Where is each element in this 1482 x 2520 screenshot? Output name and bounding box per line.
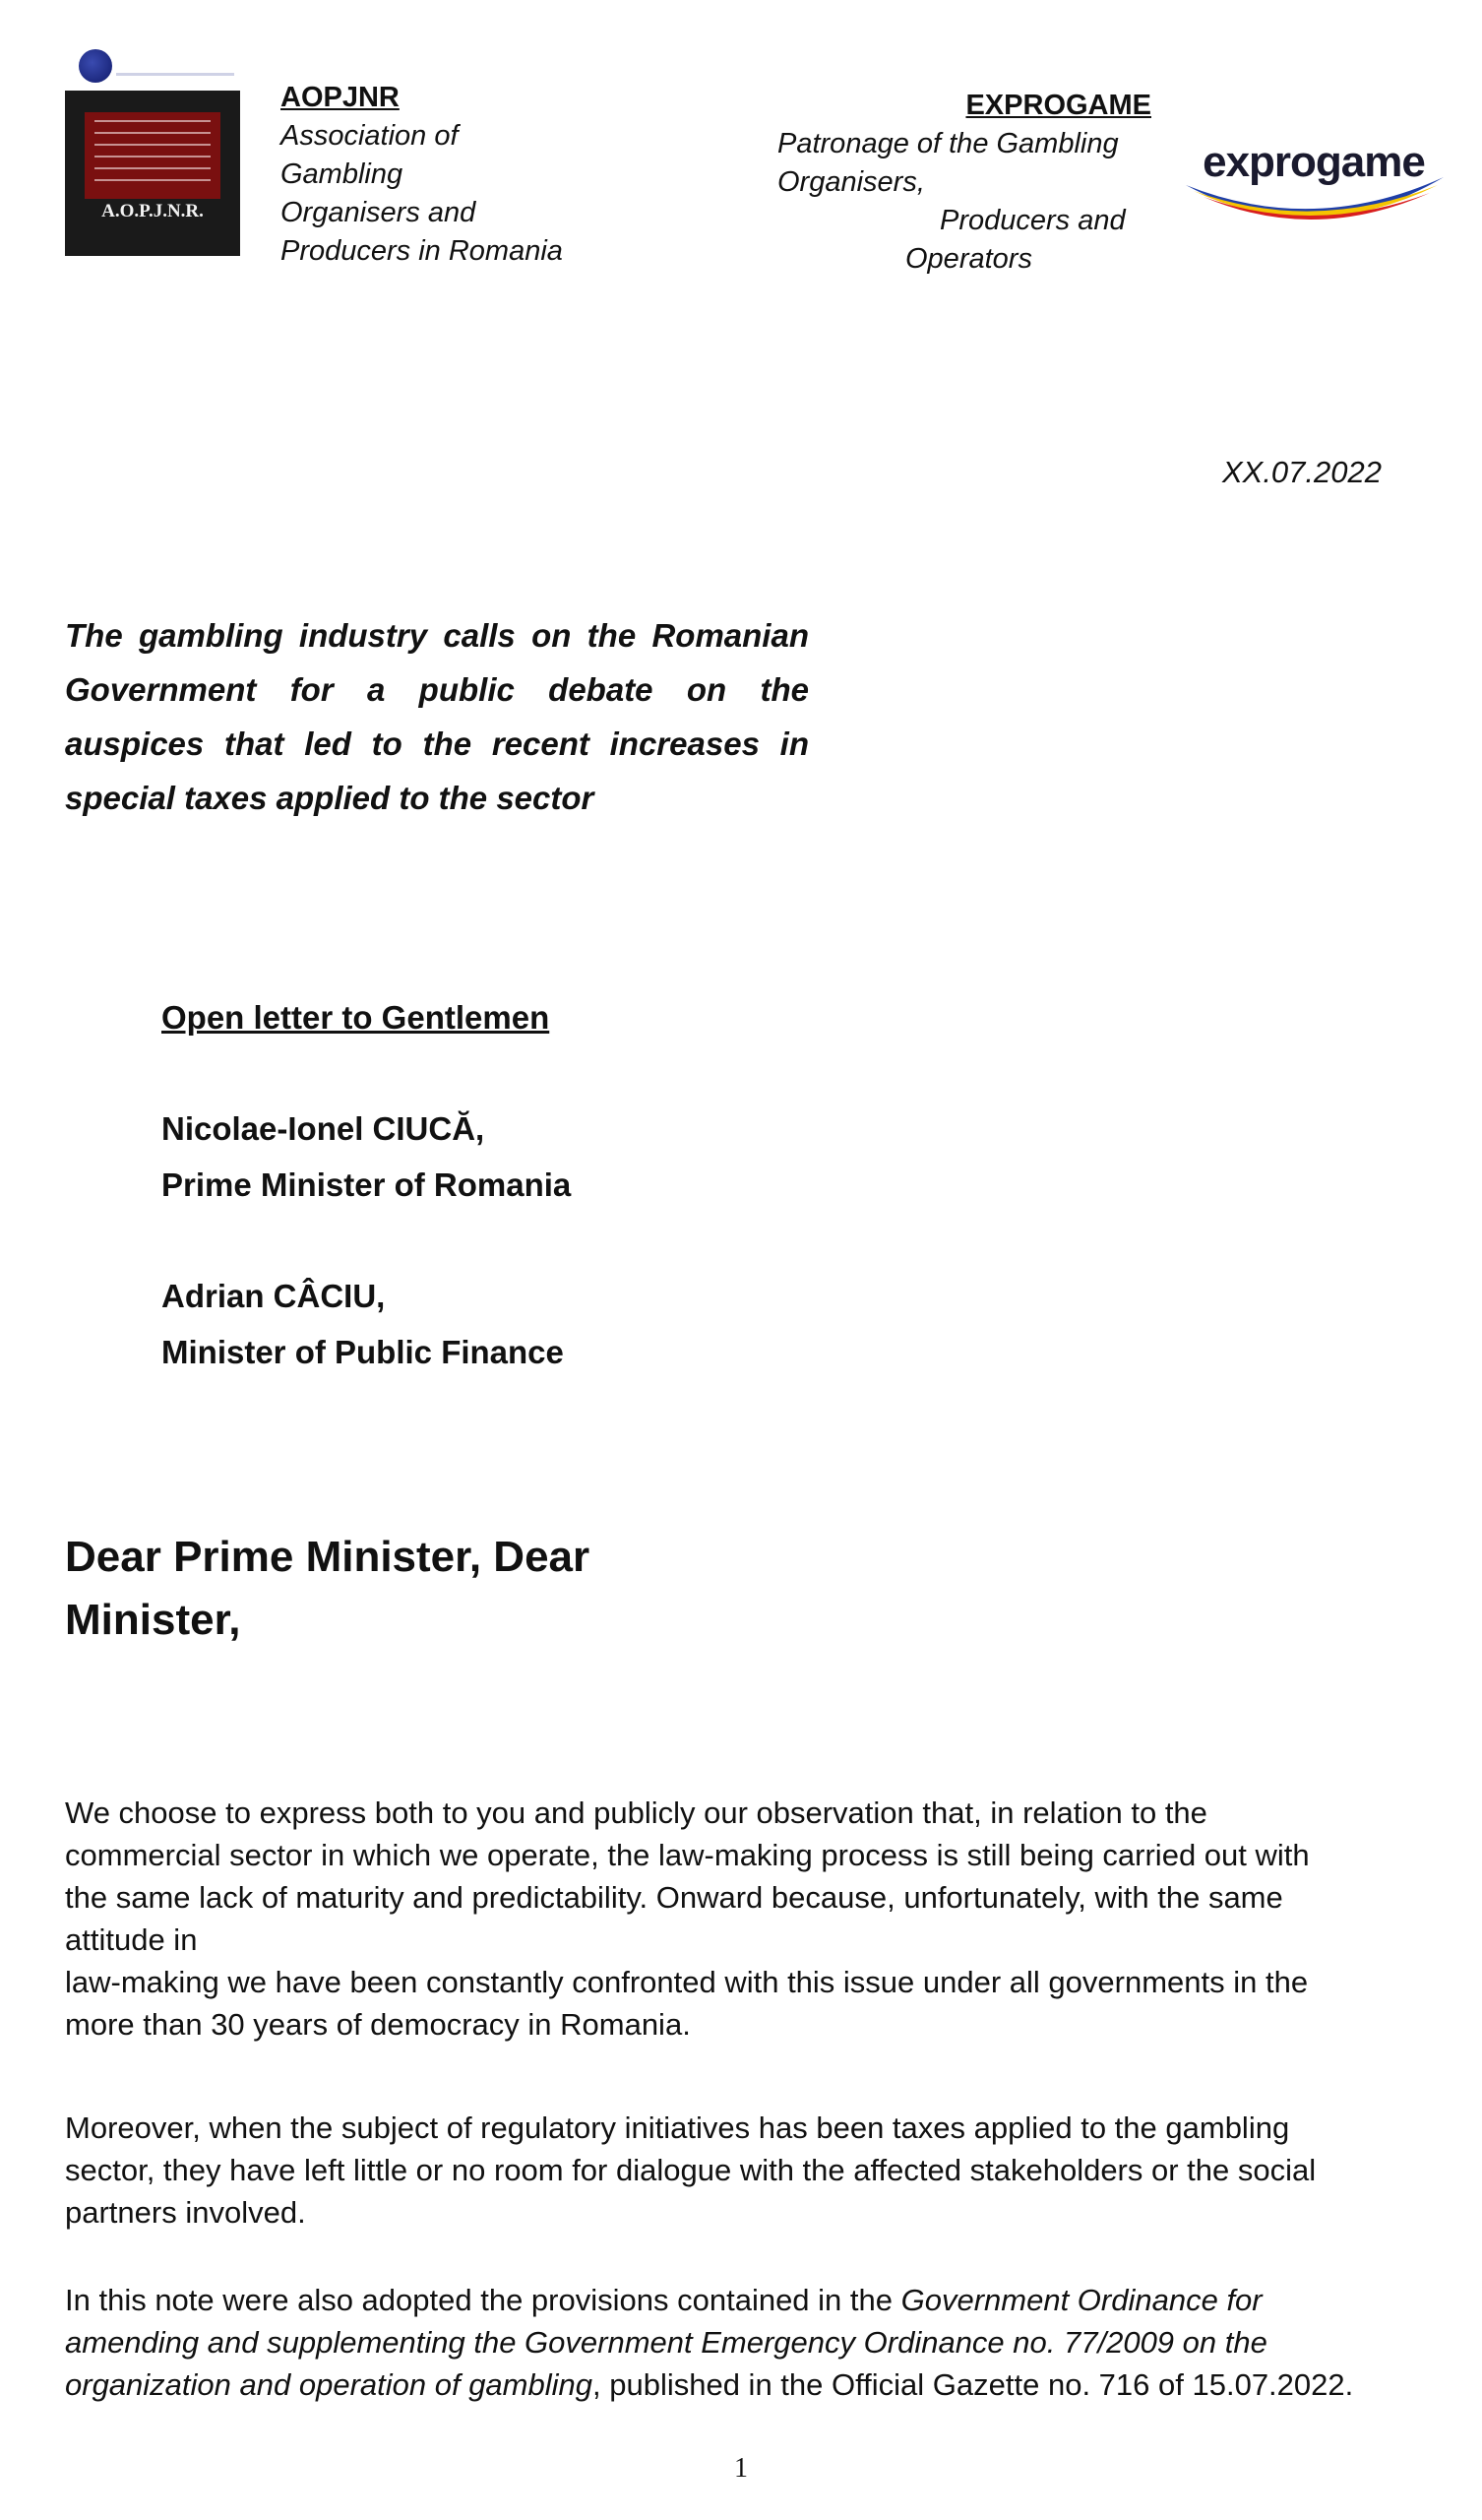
exprogame-wordmark: exprogame — [1203, 138, 1425, 186]
addressee-1-name: Nicolae-Ionel CIUCĂ, — [161, 1110, 485, 1147]
p1-line: law-making we have been constantly confronted with this issue under all governments in the — [65, 1965, 1309, 1999]
p3-line-2-italic: amending and supplementing the Government Emergency Ordinance no. 77/2009 on the — [65, 2325, 1267, 2360]
logo-box — [65, 91, 240, 256]
left-org-desc-3: Organisers and — [280, 197, 476, 228]
p3-line-3-italic: organization and operation of gambling — [65, 2367, 592, 2402]
left-org-desc-2: Gambling — [280, 158, 403, 190]
p1-line: the same lack of maturity and predictability. Onward because, unfortunately, with the same — [65, 1880, 1283, 1915]
left-org-name: AOPJNR — [280, 82, 400, 113]
aopjnr-logo — [65, 30, 240, 258]
logo-acronym: A.O.P.J.N.R. — [101, 201, 204, 221]
p1-line: more than 30 years of democracy in Romania. — [65, 2007, 691, 2042]
left-org-block — [280, 79, 605, 271]
salutation — [65, 1526, 695, 1652]
addressee-2-name: Adrian CÂCIU, — [161, 1278, 386, 1314]
page-number: 1 — [734, 2453, 748, 2484]
p3-line-1-plain: In this note were also adopted the provisions contained in the — [65, 2283, 901, 2317]
logo-text-panel — [85, 112, 220, 199]
headline — [65, 608, 809, 825]
salutation-line-2: Minister, — [65, 1596, 241, 1644]
salutation-line-1: Dear Prime Minister, Dear — [65, 1533, 590, 1581]
headline-line-4: special taxes applied to the sector — [65, 780, 594, 816]
headline-line-3: auspices that led to the recent increases in — [65, 725, 809, 762]
right-org-block — [777, 87, 1151, 279]
p1-line: commercial sector in which we operate, the law-making process is still being carried out with — [65, 1838, 1310, 1872]
left-org-desc-4: Producers in Romania — [280, 235, 563, 267]
addressee-2-role: Minister of Public Finance — [161, 1334, 564, 1370]
p3-line-3-plain: , published in the Official Gazette no. 716 of 15.07.2022. — [592, 2367, 1354, 2402]
p2-line: sector, they have left little or no room for dialogue with the affected stakeholders or the social — [65, 2153, 1317, 2187]
right-org-name: EXPROGAME — [965, 90, 1151, 121]
headline-line-2: Government for a public debate on the — [65, 671, 809, 708]
p3-line-2 — [65, 2321, 1443, 2363]
left-org-desc-1: Association of — [280, 120, 459, 152]
right-org-desc-2: Organisers, — [777, 166, 925, 198]
right-org-desc-3: Producers and — [940, 205, 1126, 236]
globe-icon — [79, 49, 112, 83]
p1-line: attitude in — [65, 1922, 198, 1957]
right-org-desc-4: Operators — [905, 243, 1032, 275]
p2-line: partners involved. — [65, 2195, 306, 2230]
headline-line-1: The gambling industry calls on the Romanian — [65, 617, 809, 654]
letter-date: XX.07.2022 — [1221, 455, 1382, 489]
p3-line-1-italic: Government Ordinance for — [900, 2283, 1263, 2317]
paragraph-2 — [65, 2107, 1443, 2234]
p2-line: Moreover, when the subject of regulatory initiatives has been taxes applied to the gambling — [65, 2110, 1290, 2145]
addressee-1-role: Prime Minister of Romania — [161, 1166, 572, 1203]
right-org-desc-1: Patronage of the Gambling — [777, 128, 1119, 159]
logo-rule — [116, 73, 234, 76]
swoosh-icon — [1176, 138, 1451, 246]
p1-line: We choose to express both to you and publicly our observation that, in relation to the — [65, 1796, 1207, 1830]
p3-line-1 — [65, 2279, 1443, 2321]
paragraph-3 — [65, 2279, 1443, 2406]
paragraph-1 — [65, 1792, 1443, 2046]
exprogame-logo — [1176, 138, 1451, 246]
p3-line-3 — [65, 2363, 1443, 2406]
open-letter-title: Open letter to Gentlemen — [161, 999, 550, 1036]
